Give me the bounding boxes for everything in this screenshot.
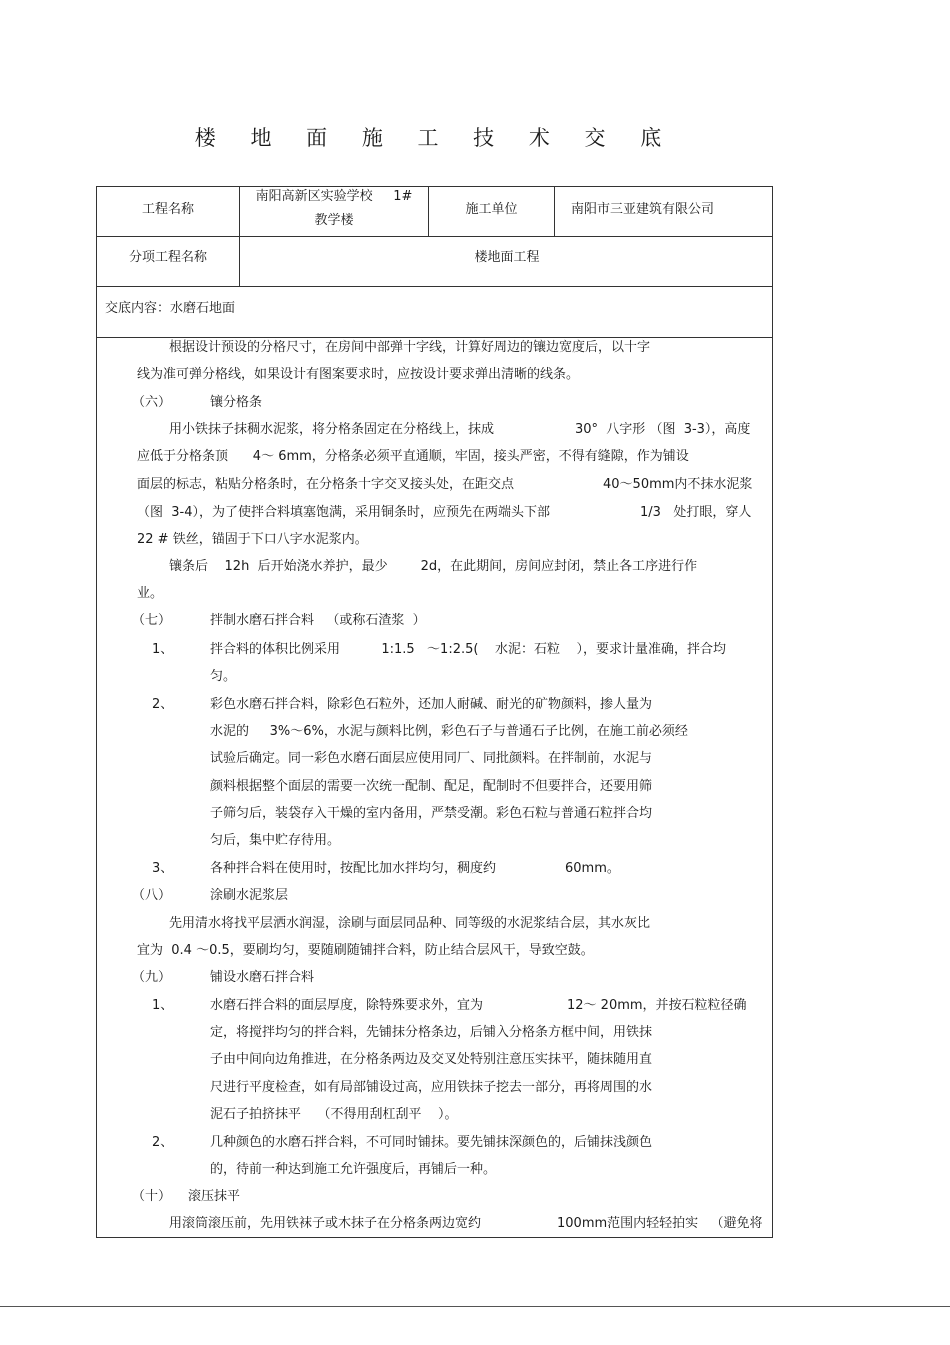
section-number: （七） xyxy=(132,613,172,628)
page-bottom-rule xyxy=(0,1306,950,1307)
body-line: 先用清水将找平层洒水润湿，涂刷与面层同品种、同等级的水泥浆结合层，其水灰比 xyxy=(169,916,651,931)
body-line: 的，待前一种达到施工允许强度后，再铺后一种。 xyxy=(210,1162,497,1177)
body-line: 匀后，集中贮存待用。 xyxy=(210,833,341,848)
item-number: 2、 xyxy=(152,1135,174,1150)
sub-project-label: 分项工程名称 xyxy=(128,250,207,265)
body-line: 匀。 xyxy=(210,669,237,684)
construction-unit-label: 施工单位 xyxy=(465,202,518,217)
row-divider xyxy=(97,236,772,237)
section-heading: 涂刷水泥浆层 xyxy=(210,888,289,903)
section-number: （十） xyxy=(132,1189,172,1204)
body-line: 颜料根据整个面层的需要一次统一配制、配足，配制时不但要拌合，还要用筛 xyxy=(210,779,653,794)
body-line: 定，将搅拌均匀的拌合料，先铺抹分格条边，后铺入分格条方框中间，用铁抹 xyxy=(210,1025,653,1040)
project-name-line1: 南阳高新区实验学校 1# xyxy=(255,189,413,204)
body-line: 泥石子拍挤抹平 （不得用刮杠刮平 ）。 xyxy=(210,1107,458,1122)
body-line: 应低于分格条顶 4～ 6mm，分格条必须平直通顺，牢固，接头严密，不得有缝隙，作为铺设 xyxy=(137,449,689,464)
body-line: 尺进行平度检查，如有局部铺设过高，应用铁抹子挖去一部分，再将周围的水 xyxy=(210,1080,653,1095)
body-line: 22 # 铁丝，锚固于下口八字水泥浆内。 xyxy=(137,532,368,547)
body-line: 12～ 20mm，并按石粒粒径确 xyxy=(567,998,747,1013)
body-line: 用滚筒滚压前，先用铁袜子或木抹子在分格条两边宽约 xyxy=(169,1216,482,1231)
body-line: 60mm。 xyxy=(565,861,620,876)
body-line: 40～50mm内不抹水泥浆 xyxy=(603,477,753,492)
project-name-label: 工程名称 xyxy=(141,202,194,217)
page-title: 楼 地 面 施 工 技 术 交 底 xyxy=(194,126,676,150)
section-heading: 拌制水磨石拌合料 （或称石渣浆 ） xyxy=(210,613,426,628)
row-divider xyxy=(97,337,772,338)
body-line: 子由中间向边角推进，在分格条两边及交叉处特别注意压实抹平，随抹随用直 xyxy=(210,1052,653,1067)
section-heading: 镶分格条 xyxy=(210,395,263,410)
item-number: 3、 xyxy=(152,861,174,876)
disclosure-content-label: 交底内容：水磨石地面 xyxy=(105,301,236,316)
body-line: 面层的标志，粘贴分格条时，在分格条十字交叉接头处，在距交点 xyxy=(137,477,515,492)
body-line: 镶条后 12h 后开始浇水养护，最少 2d，在此期间，房间应封闭，禁止各工序进行作 xyxy=(169,559,698,574)
body-line: 彩色水磨石拌合料，除彩色石粒外，还加人耐碱、耐光的矿物颜料，掺人量为 xyxy=(210,697,653,712)
item-number: 2、 xyxy=(152,697,174,712)
body-line: 业。 xyxy=(137,586,164,601)
row-divider xyxy=(97,286,772,287)
body-line: 100mm范围内轻轻拍实 （避免将 xyxy=(557,1216,763,1231)
item-number: 1、 xyxy=(152,998,174,1013)
body-line: 拌合料的体积比例采用 1:1.5 ～1:2.5( 水泥：石粒 ），要求计量准确，拌合均 xyxy=(210,642,727,657)
body-line: 宜为 0.4 ～0.5，要刷均匀，要随刷随铺拌合料，防止结合层风干，导致空鼓。 xyxy=(137,943,594,958)
body-line: 子筛匀后，装袋存入干燥的室内备用，严禁受潮。彩色石粒与普通石粒拌合均 xyxy=(210,806,653,821)
body-line: 根据设计预设的分格尺寸，在房间中部弹十字线，计算好周边的镶边宽度后，以十字 xyxy=(169,340,651,355)
section-number: （八） xyxy=(132,888,172,903)
construction-unit-value: 南阳市三亚建筑有限公司 xyxy=(570,202,714,217)
body-line: 线为准可弹分格线，如果设计有图案要求时，应按设计要求弹出清晰的线条。 xyxy=(137,367,580,382)
body-line: 几种颜色的水磨石拌合料，不可同时铺抹。要先铺抹深颜色的，后铺抹浅颜色 xyxy=(210,1135,653,1150)
body-line: （图 3-4），为了使拌合料填塞饱满，采用铜条时，应预先在两端头下部 xyxy=(137,505,550,520)
section-number: （六） xyxy=(132,395,172,410)
section-number: （九） xyxy=(132,970,172,985)
body-line: 各种拌合料在使用时，按配比加水拌均匀，稠度约 xyxy=(210,861,497,876)
sub-project-value: 楼地面工程 xyxy=(474,250,540,265)
body-line: 1/3 处打眼，穿人 xyxy=(640,505,752,520)
body-line: 水磨石拌合料的面层厚度，除特殊要求外，宜为 xyxy=(210,998,484,1013)
body-line: 试验后确定。同一彩色水磨石面层应使用同厂、同批颜料。在拌制前，水泥与 xyxy=(210,751,653,766)
item-number: 1、 xyxy=(152,642,174,657)
body-line: 30° 八字形 （图 3-3），高度 xyxy=(575,422,751,437)
project-name-line2: 教学楼 xyxy=(314,213,354,228)
body-line: 用小铁抹子抹稠水泥浆，将分格条固定在分格线上，抹成 xyxy=(169,422,495,437)
body-line: 水泥的 3%～6%，水泥与颜料比例，彩色石子与普通石子比例，在施工前必须经 xyxy=(210,724,688,739)
section-heading: 铺设水磨石拌合料 xyxy=(210,970,315,985)
section-heading: 滚压抹平 xyxy=(188,1189,241,1204)
